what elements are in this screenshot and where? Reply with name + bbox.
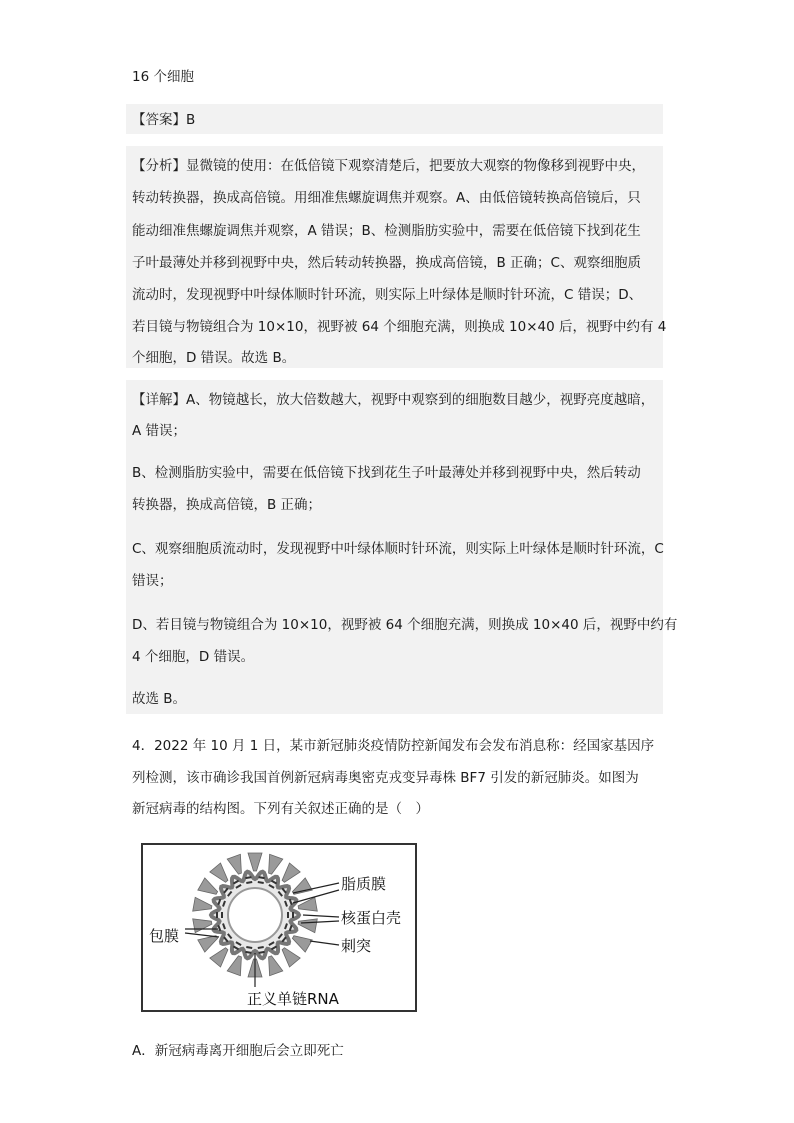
spike-protein xyxy=(210,948,228,967)
leader-line xyxy=(310,941,339,945)
detail-a-line: 【详解】A、物镜越长，放大倍数越大，视野中观察到的细胞数目越少，视野亮度越暗， xyxy=(132,392,655,408)
membrane-protein xyxy=(245,877,251,878)
spike-protein xyxy=(292,878,312,894)
spike-protein xyxy=(248,853,262,871)
spike-protein xyxy=(198,936,218,952)
detail-b-line: 转换器，换成高倍镜，B 正确； xyxy=(132,497,322,513)
analysis-line: 个细胞，D 错误。故选 B。 xyxy=(132,350,296,366)
spike-protein xyxy=(198,878,218,894)
label-nucleocapsid: 核蛋白壳 xyxy=(341,909,402,927)
analysis-line: 【分析】显微镜的使用：在低倍镜下观察清楚后，把要放大观察的物像移到视野中央， xyxy=(132,158,645,174)
membrane-protein xyxy=(259,952,265,953)
detail-d-line: 4 个细胞，D 错误。 xyxy=(132,649,255,665)
label-spike: 刺突 xyxy=(341,937,372,955)
membrane-protein xyxy=(258,882,264,883)
analysis-line: 转动转换器，换成高倍镜。用细准焦螺旋调焦并观察。A、由低倍镜转换高倍镜后，只 xyxy=(132,190,641,206)
label-rna: 正义单链RNA xyxy=(247,990,339,1008)
membrane-protein xyxy=(259,877,265,878)
conclusion: 故选 B。 xyxy=(132,691,187,707)
analysis-line: 能动细准焦螺旋调焦并观察，A 错误；B、检测脂肪实验中，需要在低倍镜下找到花生 xyxy=(132,223,641,239)
label-lipid-membrane: 脂质膜 xyxy=(341,875,387,893)
answer-block-shade xyxy=(126,104,663,134)
analysis-line: 子叶最薄处并移到视野中央，然后转动转换器，换成高倍镜，B 正确；C、观察细胞质 xyxy=(132,255,641,271)
membrane-protein xyxy=(245,952,251,953)
detail-a-line: A 错误； xyxy=(132,423,187,439)
virus-structure-figure xyxy=(141,843,417,1012)
question4-line: 列检测，该市确诊我国首例新冠病毒奥密克戎变异毒株 BF7 引发的新冠肺炎。如图为 xyxy=(132,770,639,786)
spike-protein xyxy=(227,956,241,976)
analysis-line: 若目镜与物镜组合为 10×10，视野被 64 个细胞充满，则换成 10×40 后，视野中约有 4 xyxy=(132,319,667,335)
membrane-protein xyxy=(258,947,264,948)
membrane-protein xyxy=(246,882,252,883)
leader-line xyxy=(303,915,339,917)
spike-protein xyxy=(227,854,241,874)
spike-protein xyxy=(282,948,300,967)
answer-label: 【答案】B xyxy=(132,112,196,128)
spike-protein xyxy=(269,854,283,874)
option-a: A．新冠病毒离开细胞后会立即死亡 xyxy=(132,1043,344,1059)
inner-core xyxy=(228,888,282,942)
spike-protein xyxy=(298,919,317,933)
detail-c-line: C、观察细胞质流动时，发现视野中叶绿体顺时针环流，则实际上叶绿体是顺时针环流，C xyxy=(132,541,664,557)
detail-b-line: B、检测脂肪实验中，需要在低倍镜下找到花生子叶最薄处并移到视野中央，然后转动 xyxy=(132,465,641,481)
prev-question-tail: 16 个细胞 xyxy=(132,69,194,85)
question4-line: 4．2022 年 10 月 1 日，某市新冠肺炎疫情防控新闻发布会发布消息称：经国家基因序 xyxy=(132,738,655,754)
detail-c-line: 错误； xyxy=(132,573,173,589)
detail-d-line: D、若目镜与物镜组合为 10×10，视野被 64 个细胞充满，则换成 10×40 后，视野中约有 xyxy=(132,617,678,633)
spike-protein xyxy=(292,936,312,952)
spike-protein xyxy=(282,863,300,882)
analysis-line: 流动时，发现视野中叶绿体顺时针环流，则实际上叶绿体是顺时针环流，C 错误；D、 xyxy=(132,287,643,303)
spike-protein xyxy=(193,919,212,933)
spike-protein xyxy=(210,863,228,882)
spike-protein xyxy=(269,956,283,976)
question4-line: 新冠病毒的结构图。下列有关叙述正确的是（ ） xyxy=(132,801,429,817)
leader-line xyxy=(185,933,219,937)
membrane-protein xyxy=(246,947,252,948)
label-envelope: 包膜 xyxy=(149,927,180,945)
spike-protein xyxy=(193,897,212,911)
